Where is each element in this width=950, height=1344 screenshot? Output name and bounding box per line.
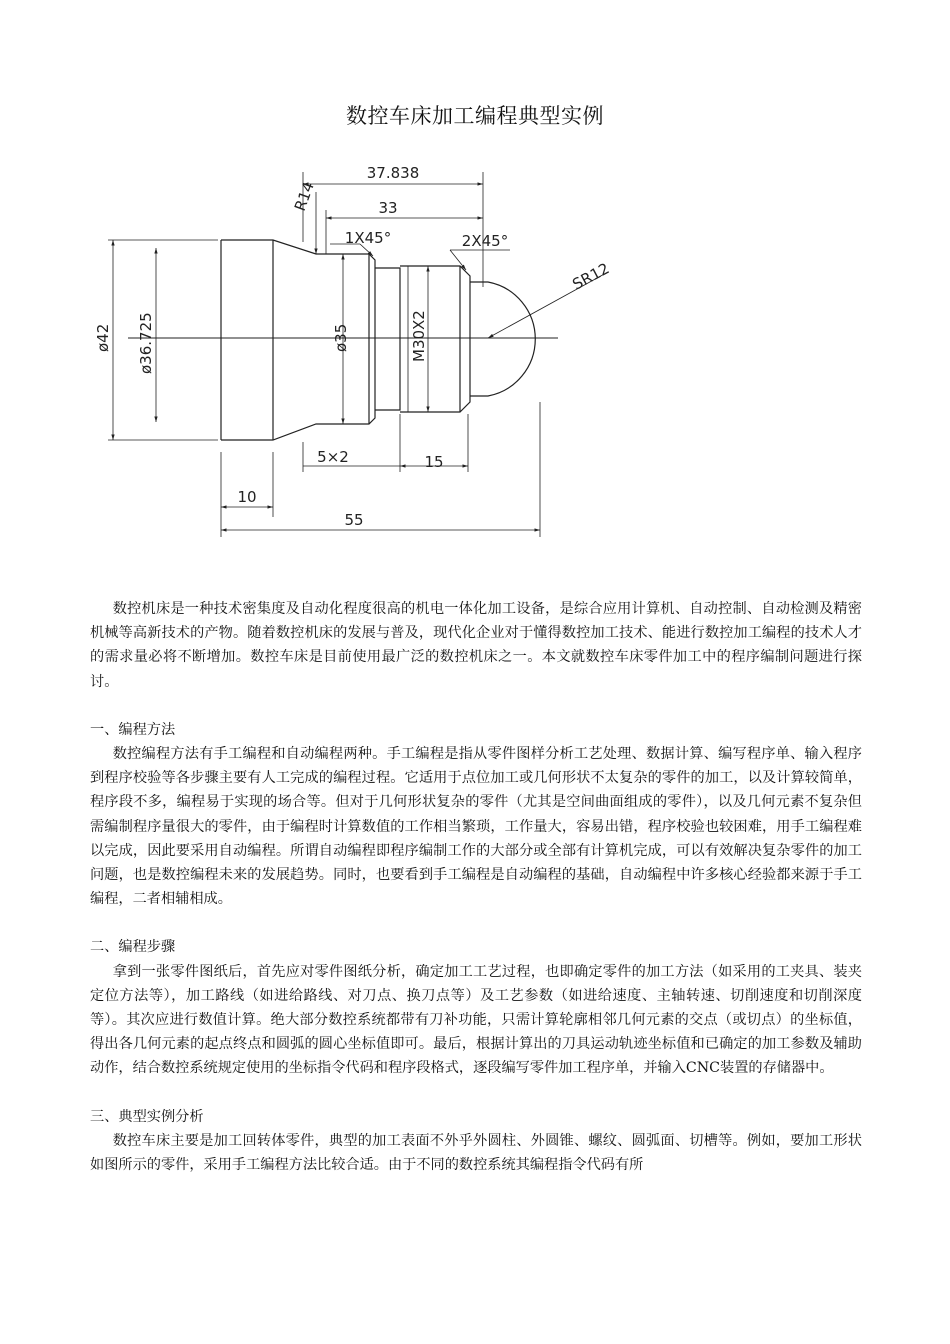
dim-dia-35: ø35	[332, 323, 350, 352]
dim-sphere: SR12	[569, 259, 613, 294]
dim-overall-top: 37.838	[366, 164, 420, 182]
intro-paragraph: 数控机床是一种技术密集度及自动化程度很高的机电一体化加工设备，是综合应用计算机、自动控制、自动检测及精密机械等高新技术的产物。随着数控机床的发展与普及，现代化企业对于懂得数控加工技术、能进行数控加工编程的技术人才的需求量必将不断增加。数控车床是目前使用最广泛的数控机床之一。本文就数控车床零件加工中的程序编制问题进行探讨。	[90, 601, 862, 690]
document-title: 数控车床加工编程典型实例	[346, 104, 604, 128]
dim-groove: 5×2	[317, 448, 349, 466]
section-heading-2: 二、编程步骤	[90, 939, 176, 956]
dim-chamfer-1: 1X45°	[344, 229, 392, 247]
dim-length-55: 55	[344, 511, 364, 529]
dim-dia-36725: ø36.725	[137, 312, 155, 374]
dim-length-33: 33	[378, 199, 398, 217]
dim-dia-42: ø42	[94, 323, 112, 352]
dim-radius-fillet: R14	[290, 179, 318, 214]
dim-length-15: 15	[424, 453, 444, 471]
dim-length-10: 10	[237, 488, 257, 506]
section-heading-3: 三、典型实例分析	[90, 1108, 204, 1125]
body-text	[90, 597, 862, 1177]
part-drawing	[88, 152, 620, 540]
section-heading-1: 一、编程方法	[90, 721, 176, 738]
dim-chamfer-2: 2X45°	[461, 232, 509, 250]
dim-thread: M30X2	[410, 310, 428, 362]
section-paragraph-3: 数控车床主要是加工回转体零件，典型的加工表面不外乎外圆柱、外圆锥、螺纹、圆弧面、切槽等。例如，要加工形状如图所示的零件，采用手工编程方法比较合适。由于不同的数控系统其编程指令代码有所	[90, 1132, 862, 1174]
section-paragraph-1: 数控编程方法有手工编程和自动编程两种。手工编程是指从零件图样分析工艺处理、数据计算、编写程序单、输入程序到程序校验等各步骤主要有人工完成的编程过程。它适用于点位加工或几何形状不太复杂的零件的加工，以及计算较简单，程序段不多，编程易于实现的场合等。但对于几何形状复杂的零件（尤其是空间曲面组成的零件），以及几何元素不复杂但需编制程序量很大的零件，由于编程时计算数值的工作相当繁琐，工作量大，容易出错，程序校验也较困难，用手工编程难以完成，因此要采用自动编程。所谓自动编程即程序编制工作的大部分或全部有计算机完成，可以有效解决复杂零件的加工问题，也是数控编程未来的发展趋势。同时，也要看到手工编程是自动编程的基础，自动编程中许多核心经验都来源于手工编程，二者相辅相成。	[90, 746, 862, 908]
section-paragraph-2: 拿到一张零件图纸后，首先应对零件图纸分析，确定加工工艺过程，也即确定零件的加工方法（如采用的工夹具、装夹定位方法等），加工路线（如进给路线、对刀点、换刀点等）及工艺参数（如进给速度、主轴转速、切削速度和切削深度等）。其次应进行数值计算。绝大部分数控系统都带有刀补功能，只需计算轮廓相邻几何元素的交点（或切点）的坐标值，得出各几何元素的起点终点和圆弧的圆心坐标值即可。最后，根据计算出的刀具运动轨迹坐标值和已确定的加工参数及辅助动作，结合数控系统规定使用的坐标指令代码和程序段格式，逐段编写零件加工程序单，并输入CNC装置的存储器中。	[90, 963, 862, 1077]
